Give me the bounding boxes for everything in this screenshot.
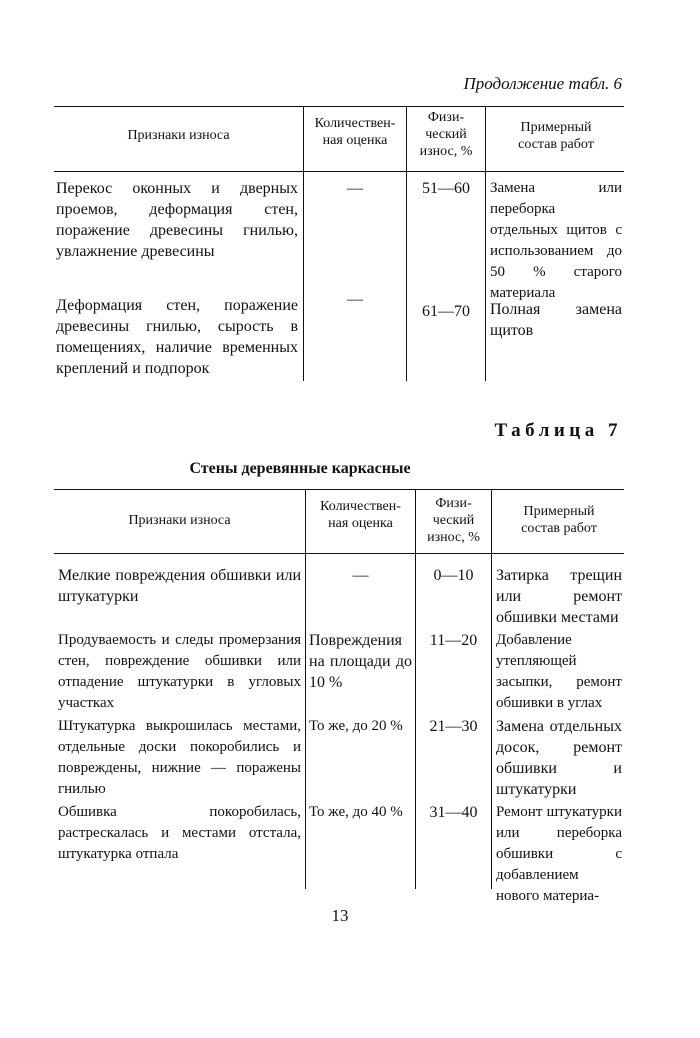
table-6-header-rule bbox=[54, 171, 624, 172]
table-6-header-works: Примерный состав работ bbox=[518, 120, 594, 152]
table-7-row-4-quant: То же, до 40 % bbox=[309, 804, 403, 820]
table-6-col-divider bbox=[485, 106, 486, 381]
table-7-row-2-works: Добавление утепляющей засыпки, ремонт обшивки в углах bbox=[496, 632, 622, 711]
table-6-row-2-works: Полная замена щитов bbox=[490, 301, 622, 339]
table-7-row-3-signs: Штукатурка выкрошилась местами, отдельные доски покоробились и повреждены, нижние — поражены гнилью bbox=[58, 718, 301, 797]
table-7-label: Таблица 7 bbox=[494, 420, 622, 441]
table-7-row-1-works: Затирка трещин или ремонт обшивки местами bbox=[496, 567, 622, 626]
table-7-row-3-works: Замена отдельных досок, ремонт обшивки и штукатурки bbox=[496, 718, 622, 798]
table-7-header-signs: Признаки износа bbox=[128, 513, 231, 528]
table-7-row-3-wear: 21—30 bbox=[429, 718, 478, 735]
table-6-header-quant: Количествен- ная оценка bbox=[314, 116, 396, 148]
table-6-row-2-quant: — bbox=[347, 291, 363, 308]
table-7-row-4-works: Ремонт штукатурки или переборка обшивки с добавлением нового материа- bbox=[496, 804, 622, 904]
table-7-title: Стены деревянные каркасные bbox=[189, 460, 411, 477]
table-7-header-wear: Физи- ческий износ, % bbox=[427, 496, 480, 545]
table-7-row-1-wear: 0—10 bbox=[433, 567, 474, 584]
table-7-col-divider bbox=[415, 489, 416, 889]
table-6-col-divider bbox=[303, 106, 304, 381]
table-7-col-divider bbox=[305, 489, 306, 889]
table-6-col-divider bbox=[406, 106, 407, 381]
table-6-row-1-signs: Перекос оконных и дверных проемов, деформация стен, поражение древесины гнилью, увлажнение древесины bbox=[56, 180, 298, 260]
table-7-row-1-signs: Мелкие повреждения обшивки или штукатурки bbox=[58, 567, 301, 605]
table-7-header-rule bbox=[54, 553, 624, 554]
table-6-top-rule bbox=[54, 106, 624, 107]
table-7-row-4-signs: Обшивка покоробилась, растрескалась и местами отстала, штукатурка отпала bbox=[58, 804, 301, 862]
table-7-row-3-quant: То же, до 20 % bbox=[309, 718, 403, 734]
table-6-row-2-signs: Деформация стен, поражение древесины гнилью, сырость в помещениях, наличие временных креплений и подпорок bbox=[56, 297, 298, 377]
table-7-row-2-signs: Продуваемость и следы промерзания стен, повреждение обшивки или отпадение штукатурки в угловых участках bbox=[58, 632, 301, 711]
table-7-top-rule bbox=[54, 489, 624, 490]
table-7-row-1-quant: — bbox=[352, 567, 369, 584]
page-number: 13 bbox=[331, 906, 349, 925]
table-7-col-divider bbox=[491, 489, 492, 889]
table-continuation-label: Продолжение табл. 6 bbox=[463, 74, 622, 93]
table-6-row-2-wear: 61—70 bbox=[422, 303, 470, 320]
table-7-header-works: Примерный состав работ bbox=[521, 504, 597, 536]
table-7-row-2-quant: Повреждения на площади до 10 % bbox=[309, 632, 412, 691]
table-6-row-1-works: Замена или переборка отдельных щитов с использованием до 50 % старого материала bbox=[490, 180, 622, 301]
table-7-row-2-wear: 11—20 bbox=[429, 632, 478, 649]
table-7-header-quant: Количествен- ная оценка bbox=[320, 499, 401, 531]
table-6-row-1-quant: — bbox=[347, 180, 363, 197]
table-6-header-wear: Физи- ческий износ, % bbox=[419, 110, 473, 159]
table-7-row-4-wear: 31—40 bbox=[429, 804, 478, 821]
table-6-row-1-wear: 51—60 bbox=[422, 180, 470, 197]
table-6-header-signs: Признаки износа bbox=[127, 128, 230, 143]
